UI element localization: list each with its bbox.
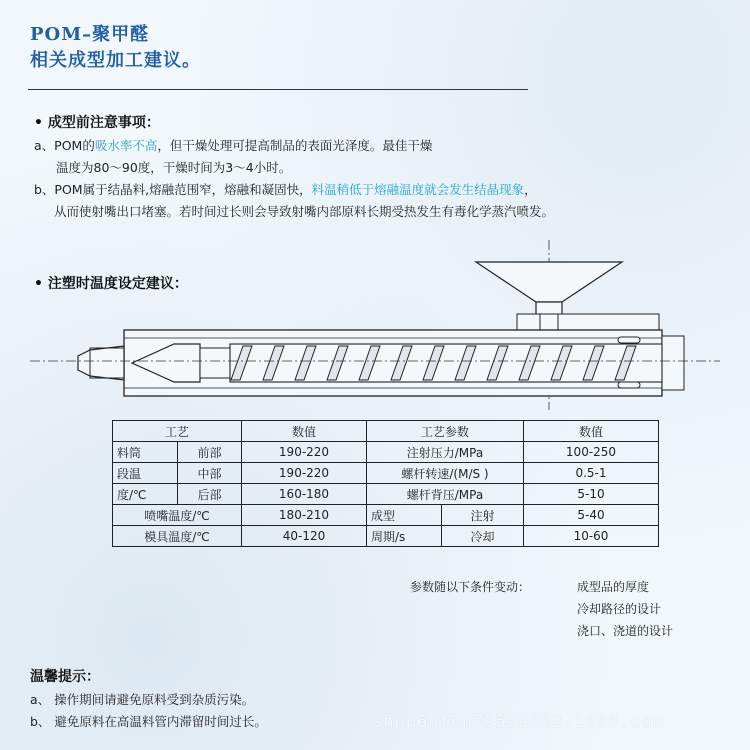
tip-b: b、 避免原料在高温料管内滞留时间过长。 (30, 714, 267, 729)
pre-molding-item-a (34, 136, 432, 154)
front-label: 前部 (178, 442, 242, 463)
table-row (113, 442, 659, 463)
item-b-prefix: b、POM属于结晶料,熔融范围窄，熔融和凝固快， (34, 182, 312, 197)
pre-molding-item-b (34, 180, 537, 198)
screw-speed-value: 0.5-1 (524, 463, 659, 484)
injection-time-label: 注射 (442, 505, 524, 526)
barrel-label-3: 度/℃ (113, 484, 178, 505)
injection-pressure-label: 注射压力/MPa (367, 442, 524, 463)
table-row (113, 526, 659, 547)
mold-temp-value: 40-120 (242, 526, 367, 547)
back-pressure-label: 螺杆背压/MPa (367, 484, 524, 505)
shop-watermark: shop6nf6n79559832.1688.com (372, 712, 665, 732)
injection-pressure-value: 100-250 (524, 442, 659, 463)
cycle-label-2: 周期/s (367, 526, 442, 547)
tips-heading: 温馨提示： (30, 669, 100, 685)
nozzle-shape (78, 346, 124, 380)
item-b-rest: ， (524, 182, 537, 197)
item-a-rest: ，但干燥处理可提高制品的表面光泽度。最佳干燥 (157, 138, 433, 153)
title-line-2: 相关成型加工建议。 (30, 50, 201, 71)
header-value: 数值 (242, 421, 367, 442)
conditions-lead: 参数随以下条件变动： (410, 580, 531, 594)
back-pressure-value: 5-10 (524, 484, 659, 505)
condition-thickness: 成型品的厚度 (577, 580, 650, 594)
tip-a: a、 操作期间请避免原料受到杂质污染。 (30, 692, 255, 707)
front-value: 190-220 (242, 442, 367, 463)
item-a-prefix: a、POM的 (34, 138, 95, 153)
condition-cooling-path: 冷却路径的设计 (577, 602, 662, 616)
injection-time-value: 5-40 (524, 505, 659, 526)
item-b-highlight: 料温稍低于熔融温度就会发生结晶现象 (311, 182, 525, 197)
header-parameter: 工艺参数 (367, 421, 524, 442)
screw-speed-label: 螺杆转速/(M/S ) (367, 463, 524, 484)
cooling-time-label: 冷却 (442, 526, 524, 547)
pre-molding-item-b-line2: 从而使射嘴出口堵塞。若时间过长则会导致射嘴内部原料长期受热发生有毒化学蒸汽喷发。 (54, 204, 555, 219)
table-row (113, 484, 659, 505)
barrel-label-2: 段温 (113, 463, 178, 484)
header-process: 工艺 (113, 421, 242, 442)
nozzle-temp-label: 喷嘴温度/℃ (113, 505, 242, 526)
hopper-shape (476, 262, 622, 302)
header-value-2: 数值 (524, 421, 659, 442)
cooling-time-value: 10-60 (524, 526, 659, 547)
injection-screw-diagram (0, 240, 750, 410)
rear-label: 后部 (178, 484, 242, 505)
pre-molding-heading: • 成型前注意事项： (34, 115, 160, 131)
parameter-table (112, 420, 659, 547)
injection-heading: • 注塑时温度设定建议： (34, 276, 188, 292)
table-row (113, 421, 659, 442)
barrel-label-1: 料筒 (113, 442, 178, 463)
title-divider (28, 89, 528, 90)
table-row (113, 463, 659, 484)
rear-value: 160-180 (242, 484, 367, 505)
cycle-label-1: 成型 (367, 505, 442, 526)
table-row (113, 505, 659, 526)
condition-gate-runner: 浇口、浇道的设计 (577, 624, 674, 638)
middle-value: 190-220 (242, 463, 367, 484)
title-line-1: POM–聚甲醛 (30, 24, 150, 45)
nozzle-temp-value: 180-210 (242, 505, 367, 526)
pre-molding-item-a-line2: 温度为80～90度，干燥时间为3～4小时。 (56, 160, 292, 175)
mold-temp-label: 模具温度/℃ (113, 526, 242, 547)
item-a-highlight: 吸水率不高 (94, 138, 158, 153)
middle-label: 中部 (178, 463, 242, 484)
